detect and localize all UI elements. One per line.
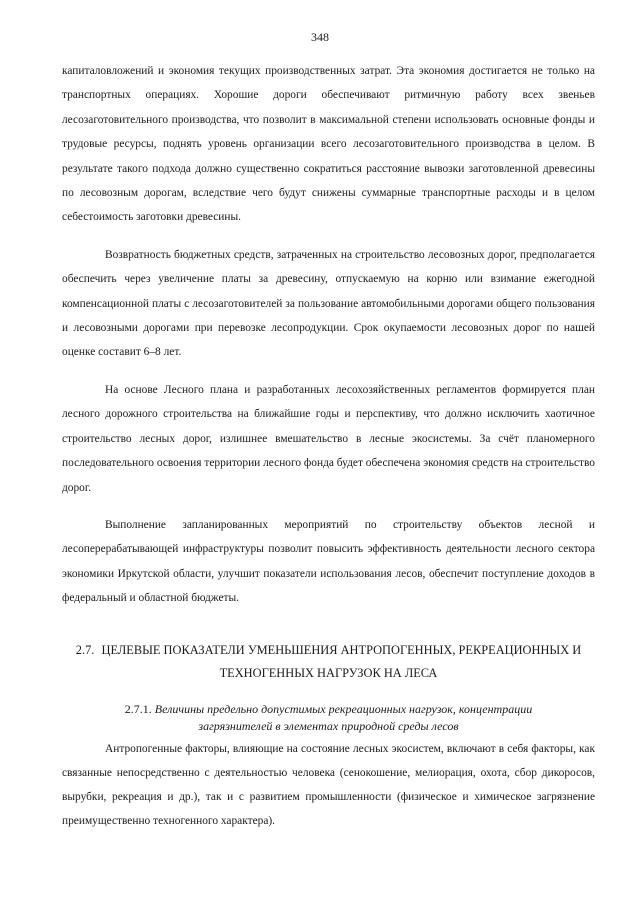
section-title-line-2: ТЕХНОГЕННЫХ НАГРУЗОК НА ЛЕСА	[219, 665, 438, 680]
page-number: 348	[311, 30, 329, 44]
paragraph-2: Возвратность бюджетных средств, затраченных на строительство лесовозных дорог, предполагается обеспечить через увеличение платы за древесину, отпускаемую на корню или взимание ежегодной компенсационной платы с лесозаготовителей за пользование автомобильными дорогами общего пользования и лесовозными дорогами при перевозке лесопродукции. Срок окупаемости лесовозных дорог по нашей оценке составит 6–8 лет.	[62, 248, 595, 359]
section-number: 2.7.	[75, 642, 95, 657]
section-heading	[62, 639, 595, 685]
subsection-title-line-1: Величины предельно допустимых рекреационных нагрузок, концентрации	[154, 701, 533, 716]
subsection-title-line-2: загрязнителей в элементах природной среды лесов	[198, 718, 459, 733]
subsection-heading	[62, 701, 595, 735]
section-title-line-1: ЦЕЛЕВЫЕ ПОКАЗАТЕЛИ УМЕНЬШЕНИЯ АНТРОПОГЕННЫХ, РЕКРЕАЦИОННЫХ И	[101, 642, 582, 657]
paragraph-3: На основе Лесного плана и разработанных лесохозяйственных регламентов формируется план лесного дорожного строительства на ближайшие годы и перспективу, что должно исключить хаотичное строительство лесных дорог, излишнее вмешательство в лесные экосистемы. За счёт планомерного последовательного освоения территории лесного фонда будет обеспечена экономия средств на строительство дорог.	[62, 383, 596, 494]
paragraph-5: Антропогенные факторы, влияющие на состояние лесных экосистем, включают в себя факторы, как связанные непосредственно с деятельностью человека (сенокошение, мелиорация, охота, сбор дикоросов, вырубки, рекреация и др.), так и с развитием промышленности (физическое и химическое загрязнение преимущественно техногенного характера).	[62, 742, 595, 827]
subsection-number: 2.7.1.	[124, 701, 152, 716]
document-body	[62, 59, 595, 833]
paragraph-4: Выполнение запланированных мероприятий по строительству объектов лесной и лесоперерабатывающей инфраструктуры позволит повысить эффективность деятельности лесного сектора экономики Иркутской области, улучшит показатели использования лесов, обеспечит поступление доходов в федеральный и областной бюджеты.	[62, 518, 595, 605]
paragraph-1: капиталовложений и экономия текущих производственных затрат. Эта экономия достигается не только на транспортных операциях. Хорошие дороги обеспечивают ритмичную работу всех звеньев лесозаготовительного производства, что позволит в максимальной степени использовать основные фонды и трудовые ресурсы, поднять уровень организации всего лесозаготовительного производства в целом. В результате такого подхода должно существенно сократиться расстояние вывозки заготовленной древесины по лесовозным дорогам, вследствие чего будут снижены суммарные транспортные расходы и в целом себестоимость заготовки древесины.	[62, 65, 595, 224]
